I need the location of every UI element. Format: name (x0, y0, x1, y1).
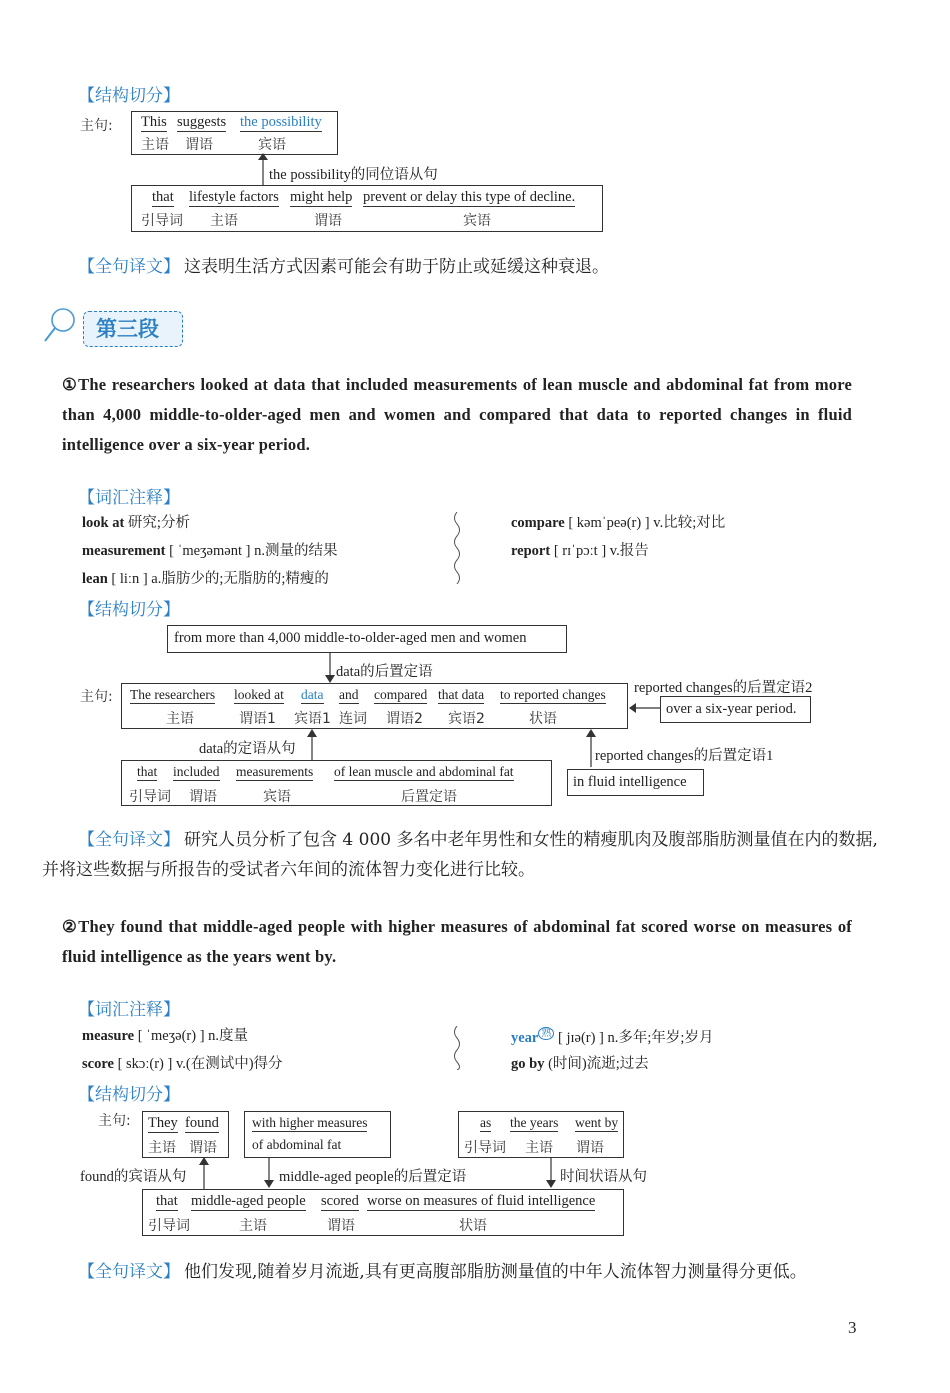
word: and (339, 687, 359, 702)
word: scored (321, 1193, 359, 1209)
word: This (141, 114, 167, 130)
role: 宾语2 (448, 711, 485, 727)
role: 状语 (529, 711, 557, 727)
role: 宾语 (263, 789, 291, 805)
vocab-entry: measurement [ ˈmeʒəmənt ] n.测量的结果 (82, 543, 338, 559)
time-adverbial-label: 时间状语从句 (560, 1169, 647, 1185)
familiar-badge: 熟 (538, 1027, 554, 1040)
word: They (148, 1115, 178, 1131)
box-text: from more than 4,000 middle-to-older-aged men and women (174, 630, 527, 646)
box-text: over a six-year period. (666, 701, 797, 717)
vocab-entry: score [ skɔː(r) ] v.(在测试中)得分 (82, 1056, 283, 1072)
word: that data (438, 687, 485, 702)
vocab-entry: report [ rɪˈpɔːt ] v.报告 (511, 543, 649, 559)
vocab-entry: year $^熟$ [ jɪə(r) ] n.多年;年岁;岁月 (511, 1028, 714, 1046)
right-post-label: reported changes的后置定语2 (634, 680, 813, 696)
structure-label: 【结构切分】 (78, 86, 180, 106)
down-arrow-icon (262, 1156, 276, 1190)
box-text: of abdominal fat (252, 1137, 342, 1152)
s1-fluid-box (567, 769, 704, 796)
main-clause-label: 主句: (80, 689, 113, 705)
role: 引导词 (148, 1218, 190, 1234)
up-arrow-icon (305, 728, 319, 762)
s2-bottom-box (142, 1189, 624, 1236)
word: that (137, 764, 158, 779)
role: 主语 (239, 1218, 267, 1234)
sec1-translation: 这表明生活方式因素可能会有助于防止或延缓这种衰退。 (184, 257, 609, 277)
structure-label: 【结构切分】 (78, 1085, 180, 1105)
word: that (152, 189, 174, 205)
word: compared (374, 687, 428, 702)
word: data (301, 687, 324, 702)
left-arrow-icon (628, 701, 662, 715)
role: 连词 (339, 711, 367, 727)
section-heading: 第三段 (96, 317, 159, 341)
word: the years (510, 1115, 559, 1130)
down-arrow-icon (544, 1156, 558, 1190)
wavy-divider-icon (451, 1026, 463, 1070)
page-number: 3 (848, 1318, 857, 1337)
role: 宾语 (463, 213, 491, 229)
sec1-main-box (131, 111, 338, 155)
s1-translation: 研究人员分析了包含 4 000 多名中老年男性和女性的精瘦肌肉及腹部脂肪测量值在内的数据,并将这些数据与所报告的受试者六年间的流体智力变化进行比较。 (42, 830, 878, 880)
s1-main-box (121, 683, 628, 729)
word: the possibility (240, 114, 322, 130)
word: of lean muscle and abdominal fat (334, 764, 514, 779)
translation-label: 【全句译文】 (78, 1262, 180, 1282)
s1-top-box (167, 625, 567, 653)
box-text: with higher measures (252, 1115, 368, 1130)
role: 主语 (141, 137, 169, 153)
word: suggests (177, 114, 227, 130)
word: as (480, 1115, 492, 1130)
word: looked at (234, 687, 284, 702)
box-text: in fluid intelligence (573, 774, 687, 790)
role: 谓语 (576, 1140, 604, 1156)
word: that (156, 1193, 178, 1209)
role: 主语 (525, 1140, 553, 1156)
role: 状语 (459, 1218, 487, 1234)
structure-label: 【结构切分】 (78, 600, 180, 620)
down-arrow-icon (323, 652, 337, 684)
role: 谓语 (314, 213, 342, 229)
word: went by (575, 1115, 619, 1130)
appositive-label: the possibility的同位语从句 (269, 167, 438, 183)
role: 后置定语 (401, 789, 457, 805)
role: 引导词 (129, 789, 171, 805)
mid-post-label: middle-aged people的后置定语 (279, 1169, 467, 1185)
up-arrow-icon (197, 1156, 211, 1190)
translation-label: 【全句译文】 (78, 257, 180, 277)
role: 引导词 (464, 1140, 506, 1156)
data-post-label: data的后置定语 (336, 664, 433, 680)
s2-main-box (142, 1111, 229, 1158)
role: 谓语1 (239, 711, 276, 727)
vocab-label: 【词汇注释】 (78, 488, 180, 508)
vocab-entry: lean [ liːn ] a.脂肪少的;无脂肪的;精瘦的 (82, 571, 329, 587)
role: 谓语 (327, 1218, 355, 1234)
s2-with-box (244, 1111, 391, 1158)
main-clause-label: 主句: (80, 118, 113, 134)
wavy-divider-icon (451, 512, 463, 584)
s2-as-box (458, 1111, 624, 1158)
role: 谓语 (189, 1140, 217, 1156)
reported-post-label: reported changes的后置定语1 (595, 748, 774, 764)
role: 主语 (148, 1140, 176, 1156)
word: prevent or delay this type of decline. (363, 189, 576, 205)
word: worse on measures of fluid intelligence (367, 1193, 596, 1209)
s1-bottom-box (121, 760, 552, 806)
word: might help (290, 189, 353, 205)
role: 主语 (210, 213, 238, 229)
role: 引导词 (141, 213, 183, 229)
vocab-label: 【词汇注释】 (78, 1000, 180, 1020)
role: 谓语 (189, 789, 217, 805)
sentence-1: ①The researchers looked at data that included measurements of lean muscle and abdominal fat from more than 4,000 middle-to-older-aged men and women and compared that data to reported changes in fluid intelligence over a six-year period. (62, 375, 852, 454)
word: included (173, 764, 220, 779)
s1-right-box (660, 696, 811, 723)
vocab-entry: go by (时间)流逝;过去 (511, 1056, 649, 1072)
word: The researchers (130, 687, 216, 702)
role: 主语 (166, 711, 194, 727)
main-clause-label: 主句: (98, 1113, 131, 1129)
role: 谓语 (185, 137, 213, 153)
s2-translation: 他们发现,随着岁月流逝,具有更高腹部脂肪测量值的中年人流体智力测量得分更低。 (184, 1262, 807, 1282)
translation-label: 【全句译文】 (78, 830, 180, 850)
word: middle-aged people (191, 1193, 306, 1209)
word: found (185, 1115, 219, 1131)
vocab-entry: look at 研究;分析 (82, 515, 190, 531)
word: measurements (236, 764, 314, 779)
word: lifestyle factors (189, 189, 279, 205)
role: 谓语2 (386, 711, 423, 727)
data-attr-label: data的定语从句 (199, 741, 296, 757)
role: 宾语 (258, 137, 286, 153)
word: to reported changes (500, 687, 606, 702)
magnifier-icon (42, 306, 78, 344)
sentence-2: ②They found that middle-aged people with higher measures of abdominal fat scored worse on measures of fluid intelligence as the years went by. (62, 917, 852, 966)
sec1-clause-box (131, 185, 603, 232)
vocab-entry: compare [ kəmˈpeə(r) ] v.比较;对比 (511, 515, 726, 531)
vocab-entry: measure [ ˈmeʒə(r) ] n.度量 (82, 1028, 249, 1044)
found-object-label: found的宾语从句 (80, 1169, 187, 1185)
role: 宾语1 (294, 711, 331, 727)
